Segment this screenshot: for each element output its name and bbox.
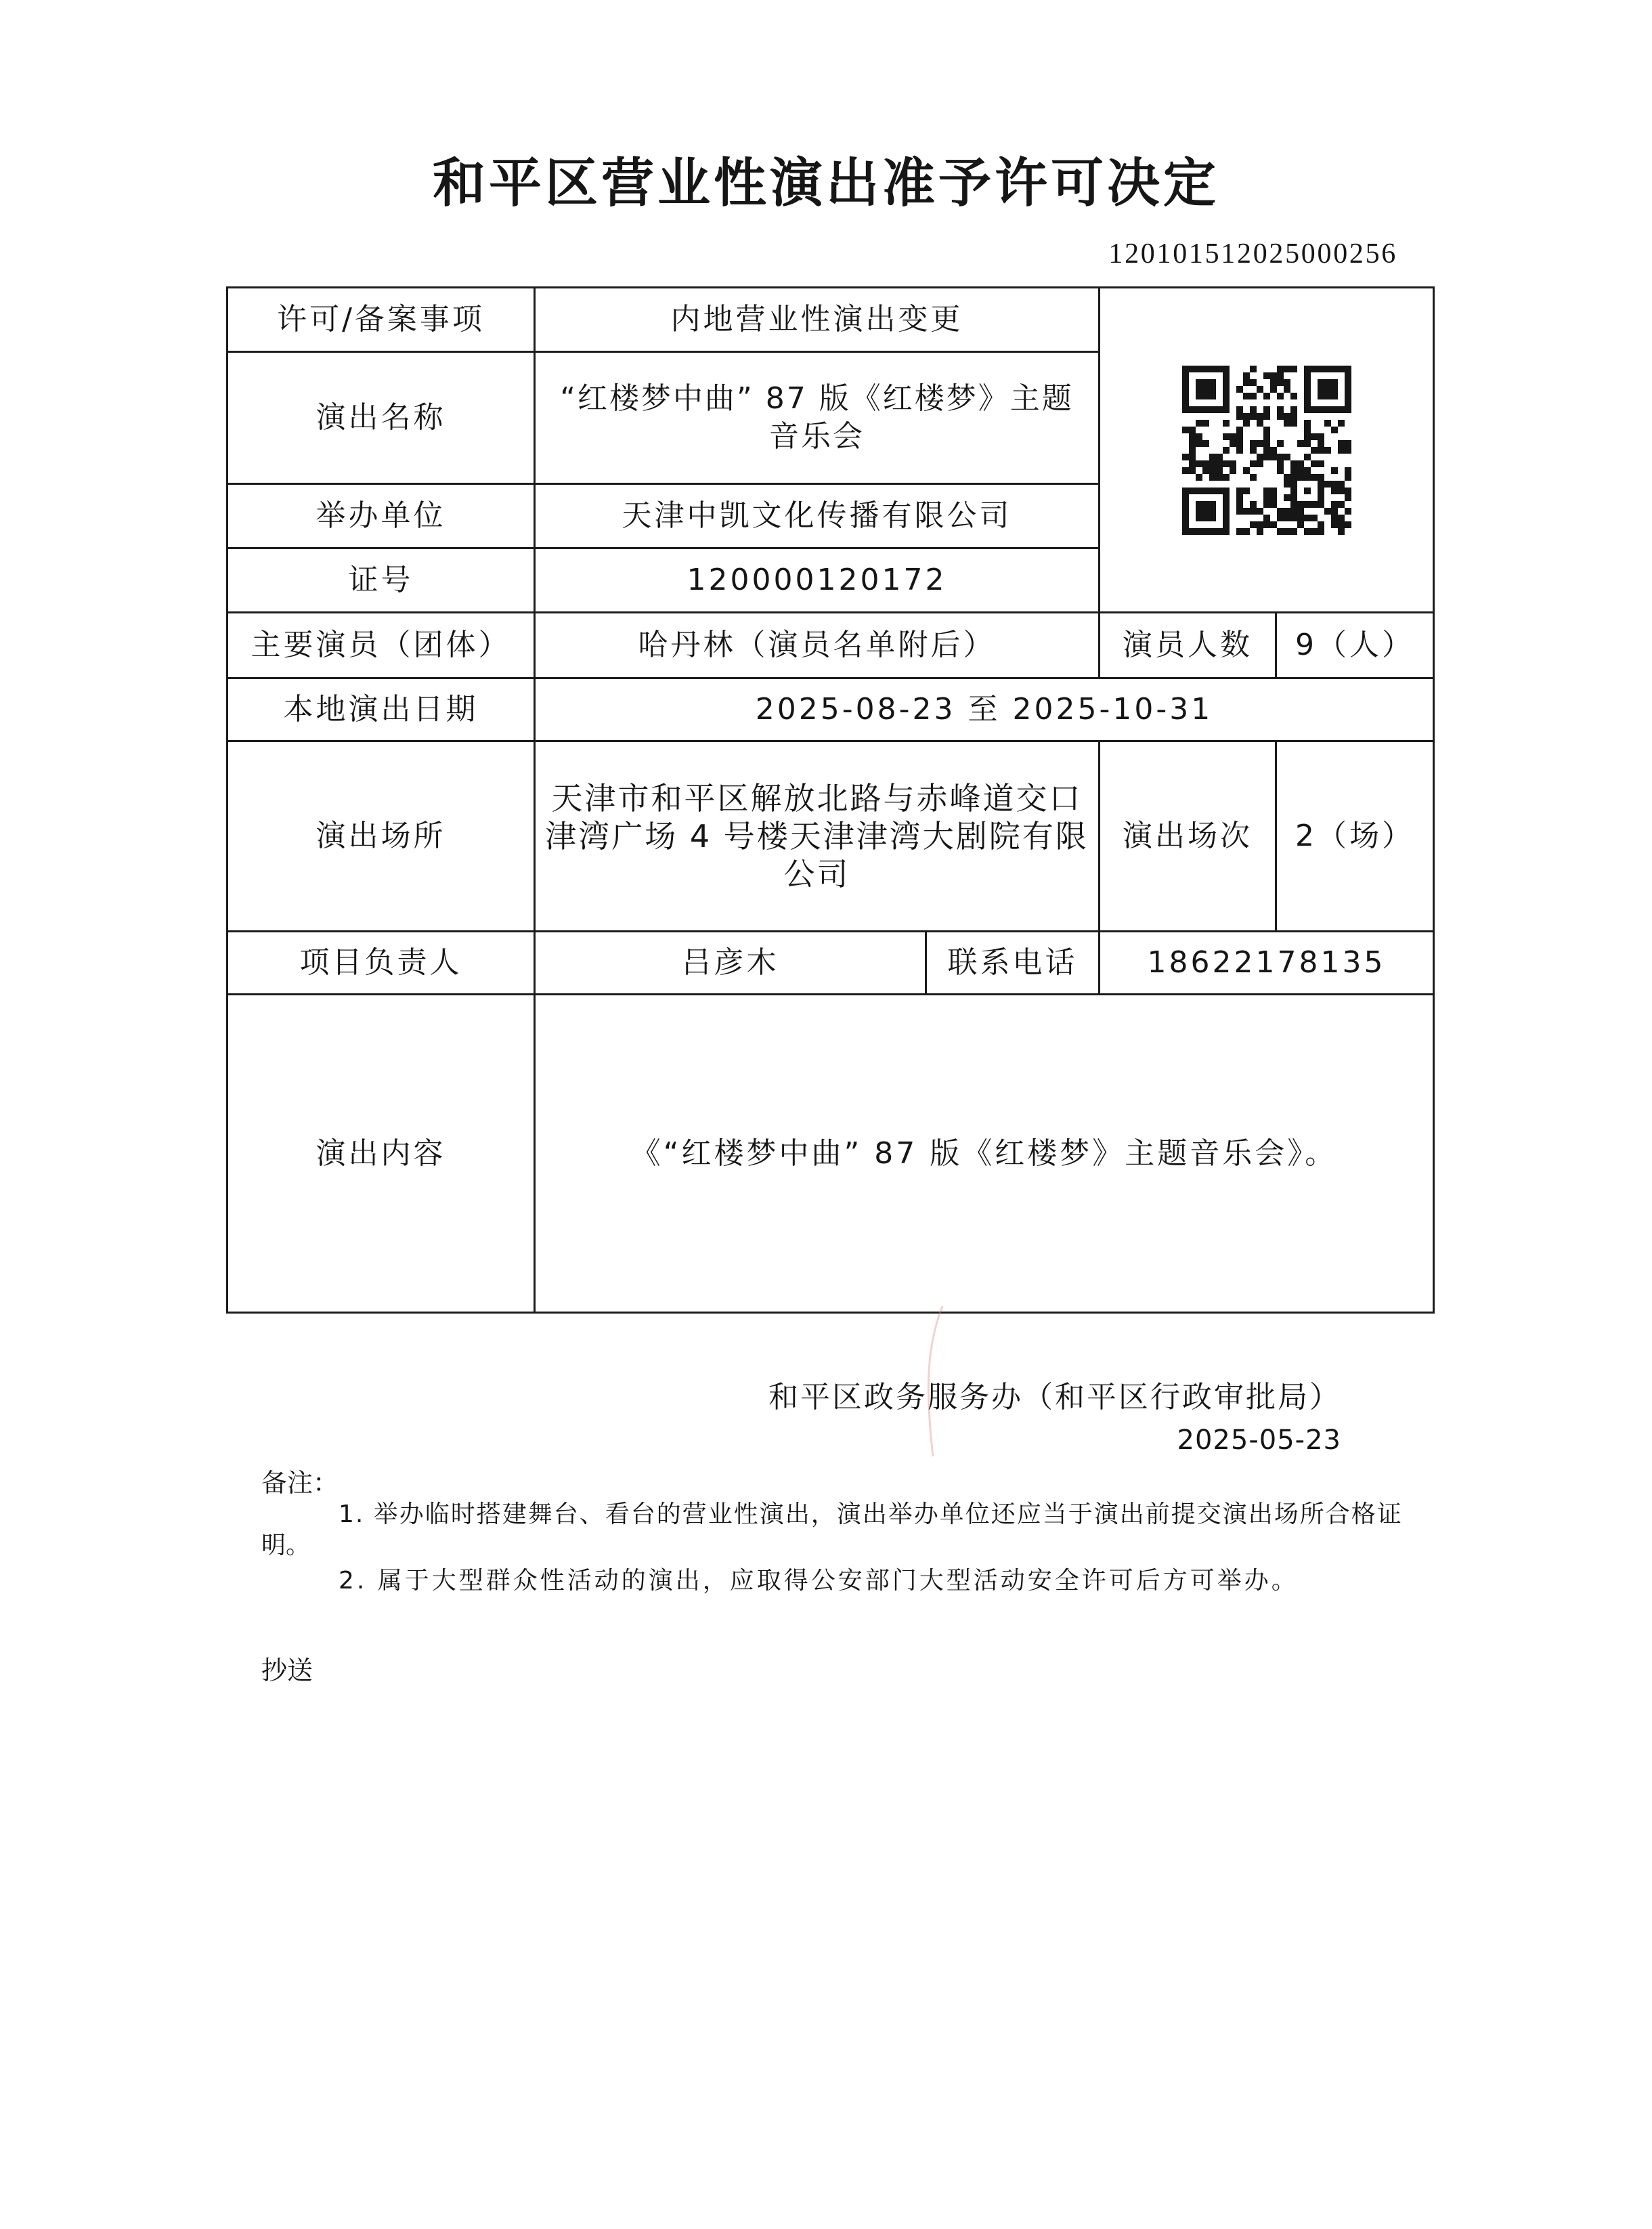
- show-name-value-cell: [535, 352, 1100, 484]
- organizer-value: 天津中凯文化传播有限公司: [622, 498, 1012, 533]
- local-dates-label-cell: [227, 678, 535, 741]
- main-performer-label: 主要演员（团体）: [251, 628, 511, 662]
- venue-label-cell: [227, 741, 535, 932]
- show-count-value-cell: [1276, 741, 1434, 932]
- table-row-main-performer: [227, 613, 1434, 678]
- content-label: 演出内容: [316, 1135, 446, 1171]
- venue-value-cell: [535, 741, 1100, 932]
- contact-phone-value-cell: [1100, 932, 1434, 995]
- issuer-name: 和平区政务服务办（和平区行政审批局）: [768, 1380, 1341, 1414]
- show-count-label-cell: [1100, 741, 1276, 932]
- project-lead-label: 项目负责人: [299, 945, 462, 980]
- table-row-content: [227, 995, 1434, 1313]
- project-lead-value: 吕彦木: [681, 945, 779, 980]
- permit-item-label: 许可/备案事项: [277, 302, 485, 337]
- note-item-2: 2. 属于大型群众性活动的演出，应取得公安部门大型活动安全许可后方可举办。: [339, 1567, 1299, 1595]
- performer-count-label: 演员人数: [1123, 628, 1253, 662]
- content-label-cell: [227, 995, 535, 1313]
- permit-item-value-cell: [535, 288, 1100, 352]
- show-count-label: 演出场次: [1123, 819, 1253, 853]
- note-item-1: 1. 举办临时搭建舞台、看台的营业性演出，演出举办单位还应当于演出前提交演出场所合格证: [339, 1500, 1403, 1528]
- organizer-label: 举办单位: [316, 498, 446, 533]
- venue-line-1: 天津市和平区解放北路与赤峰道交口: [551, 780, 1083, 817]
- qr-code-modules: [1182, 366, 1351, 535]
- note-item-1-continuation: 明。: [261, 1532, 311, 1559]
- organizer-label-cell: [227, 484, 535, 548]
- notes-label: 备注：: [261, 1468, 339, 1498]
- license-no-label-cell: [227, 548, 535, 613]
- venue-line-2: 津湾广场 4 号楼天津津湾大剧院有限: [545, 818, 1089, 854]
- document-title: 和平区营业性演出准予许可决定: [432, 152, 1219, 214]
- show-name-line-2: 音乐会: [769, 419, 865, 454]
- content-value: 《“红楼梦中曲” 87 版《红楼梦》主题音乐会》。: [630, 1135, 1338, 1171]
- show-name-label: 演出名称: [316, 400, 446, 435]
- project-lead-label-cell: [227, 932, 535, 995]
- table-row-project-lead: [227, 932, 1434, 995]
- venue-label: 演出场所: [316, 819, 446, 853]
- contact-phone-label-cell: [926, 932, 1100, 995]
- local-dates-value: 2025-08-23 至 2025-10-31: [755, 692, 1213, 727]
- show-name-line-1: “红楼梦中曲” 87 版《红楼梦》主题: [560, 381, 1074, 416]
- table-row-local-dates: [227, 678, 1434, 741]
- project-lead-value-cell: [535, 932, 926, 995]
- license-no-label: 证号: [348, 563, 414, 597]
- table-row-permit-item: [227, 288, 1434, 352]
- table-row-venue: [227, 741, 1434, 932]
- main-performer-label-cell: [227, 613, 535, 678]
- performer-count-value-cell: [1276, 613, 1434, 678]
- venue-line-3: 公司: [783, 856, 850, 892]
- permit-item-value: 内地营业性演出变更: [670, 302, 963, 337]
- qr-code: [1182, 366, 1351, 535]
- license-no-value: 120000120172: [687, 563, 947, 597]
- performer-count-label-cell: [1100, 613, 1276, 678]
- content-value-cell: [535, 995, 1434, 1313]
- show-name-label-cell: [227, 352, 535, 484]
- document-number: 120101512025000256: [1108, 238, 1397, 269]
- main-performer-value-cell: [535, 613, 1100, 678]
- show-count-value: 2（场）: [1295, 819, 1414, 853]
- qr-code-cell: [1100, 288, 1434, 613]
- permit-item-label-cell: [227, 288, 535, 352]
- local-dates-value-cell: [535, 678, 1434, 741]
- issue-date: 2025-05-23: [1177, 1425, 1341, 1456]
- main-performer-value: 哈丹林（演员名单附后）: [638, 628, 996, 662]
- license-no-value-cell: [535, 548, 1100, 613]
- contact-phone-label: 联系电话: [947, 945, 1078, 980]
- permit-table: [226, 286, 1435, 1314]
- performer-count-value: 9（人）: [1295, 628, 1414, 662]
- organizer-value-cell: [535, 484, 1100, 548]
- local-dates-label: 本地演出日期: [283, 692, 479, 727]
- contact-phone-value: 18622178135: [1147, 945, 1386, 980]
- cc-label: 抄送: [261, 1655, 313, 1685]
